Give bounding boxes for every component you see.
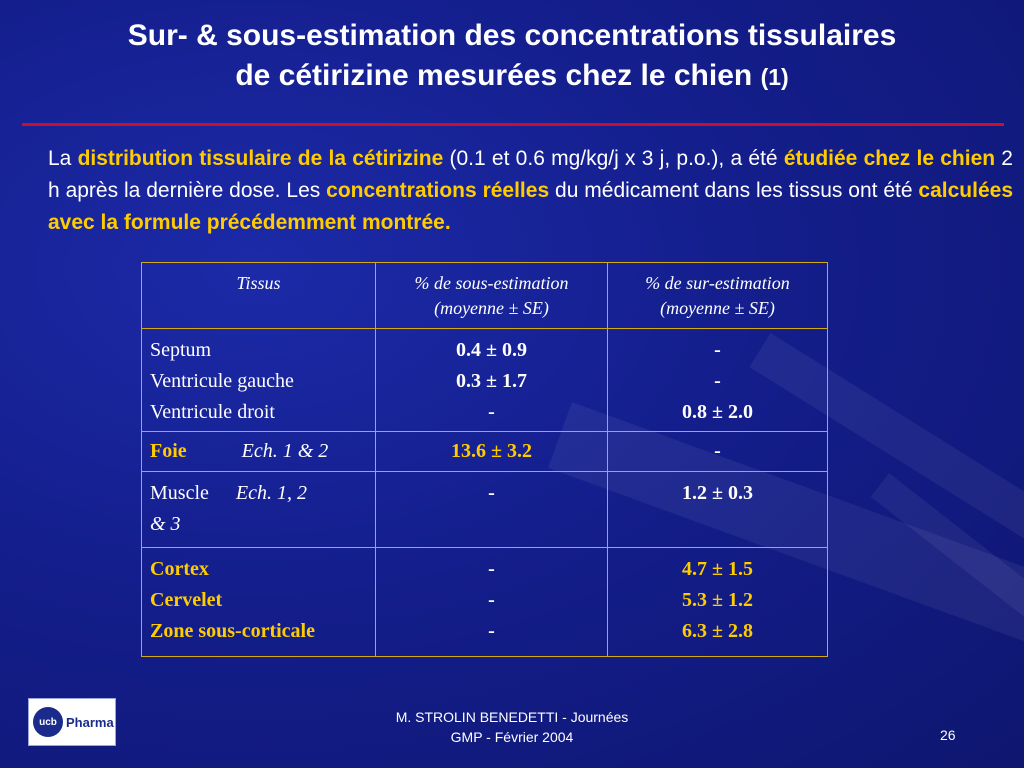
slide-title: [0, 16, 1024, 97]
cell-muscle-tissue: [142, 472, 376, 548]
tissue-label: Muscle: [150, 482, 209, 504]
intro-text-3: 2 h après la dernière dose. Les: [48, 147, 1013, 202]
footer-credit: [362, 707, 662, 747]
title-reference: (1): [760, 64, 789, 90]
title-line-2: [0, 56, 1024, 97]
value-cell: 0.4 ± 0.9: [456, 339, 527, 361]
intro-highlight-2: étudiée chez le chien: [783, 147, 996, 170]
value-cell: -: [714, 339, 721, 361]
cell-heart-sous: [376, 329, 608, 432]
sample-note: Ech. 1, 2: [235, 482, 307, 504]
title-line-2-text: de cétirizine mesurées chez le chien: [235, 59, 753, 92]
table-row-foie: [142, 432, 828, 472]
tissue-label: Ventricule droit: [150, 401, 275, 423]
header-sous-line-1: % de sous-estimation: [414, 273, 569, 293]
tissue-label: Zone sous-corticale: [150, 620, 315, 642]
header-sur-line-2: (moyenne ± SE): [660, 298, 775, 318]
table-row-heart: [142, 329, 828, 432]
value-cell: 0.8 ± 2.0: [682, 401, 753, 423]
value-cell: -: [488, 558, 495, 580]
table-row-muscle: [142, 472, 828, 548]
header-sous-estimation: [376, 263, 608, 329]
header-sur-line-1: % de sur-estimation: [645, 273, 790, 293]
sample-note: Ech. 1 & 2: [241, 440, 329, 462]
background-beam: [871, 473, 1024, 743]
cell-brain-sur: [608, 548, 828, 657]
ucb-pharma-logo: [28, 698, 116, 746]
header-sous-line-2: (moyenne ± SE): [434, 298, 549, 318]
value-cell: 4.7 ± 1.5: [682, 558, 753, 580]
tissue-label: Ventricule gauche: [150, 370, 294, 392]
intro-highlight-3: concentrations réelles: [326, 179, 550, 202]
cell-muscle-sur: 1.2 ± 0.3: [608, 472, 828, 548]
value-cell: -: [488, 589, 495, 611]
intro-text-1: La: [48, 147, 78, 170]
cell-heart-sur: [608, 329, 828, 432]
value-cell: 6.3 ± 2.8: [682, 620, 753, 642]
value-cell: -: [488, 620, 495, 642]
page-number: 26: [940, 727, 956, 743]
tissue-label: Cortex: [150, 558, 209, 580]
cell-foie-sous: 13.6 ± 3.2: [376, 432, 608, 472]
value-cell: 5.3 ± 1.2: [682, 589, 753, 611]
cell-muscle-sous: -: [376, 472, 608, 548]
tissue-label: Septum: [150, 339, 212, 361]
title-line-1: Sur- & sous-estimation des concentrations tissulaires: [127, 19, 897, 52]
table-header-row: [142, 263, 828, 329]
cell-brain-sous: [376, 548, 608, 657]
header-sur-estimation: [608, 263, 828, 329]
header-tissus: Tissus: [142, 263, 376, 329]
logo-text: Pharma: [66, 714, 114, 730]
intro-paragraph: [48, 143, 1013, 239]
estimation-table: [141, 262, 828, 657]
value-cell: -: [488, 401, 495, 423]
tissue-label: Foie: [150, 440, 187, 462]
intro-text-4: du médicament dans les tissus ont été: [549, 179, 919, 202]
intro-highlight-4: calculées avec la formule précédemment montrée.: [48, 179, 1013, 234]
ucb-logo-mark: ucb: [33, 707, 63, 737]
value-cell: 0.3 ± 1.7: [456, 370, 527, 392]
intro-text-2: (0.1 et 0.6 mg/kg/j x 3 j, p.o.), a été: [443, 147, 784, 170]
value-cell: -: [714, 370, 721, 392]
footer-line-2: GMP - Février 2004: [450, 729, 574, 745]
table-row-brain: [142, 548, 828, 657]
title-divider: [22, 123, 1004, 126]
sample-note-continued: & 3: [150, 513, 181, 535]
cell-brain-tissues: [142, 548, 376, 657]
intro-highlight-1: distribution tissulaire de la cétirizine: [77, 147, 444, 170]
tissue-label: Cervelet: [150, 589, 223, 611]
cell-foie-sur: -: [608, 432, 828, 472]
cell-heart-tissues: [142, 329, 376, 432]
footer-line-1: M. STROLIN BENEDETTI - Journées: [395, 709, 629, 725]
cell-foie-tissue: [142, 432, 376, 472]
